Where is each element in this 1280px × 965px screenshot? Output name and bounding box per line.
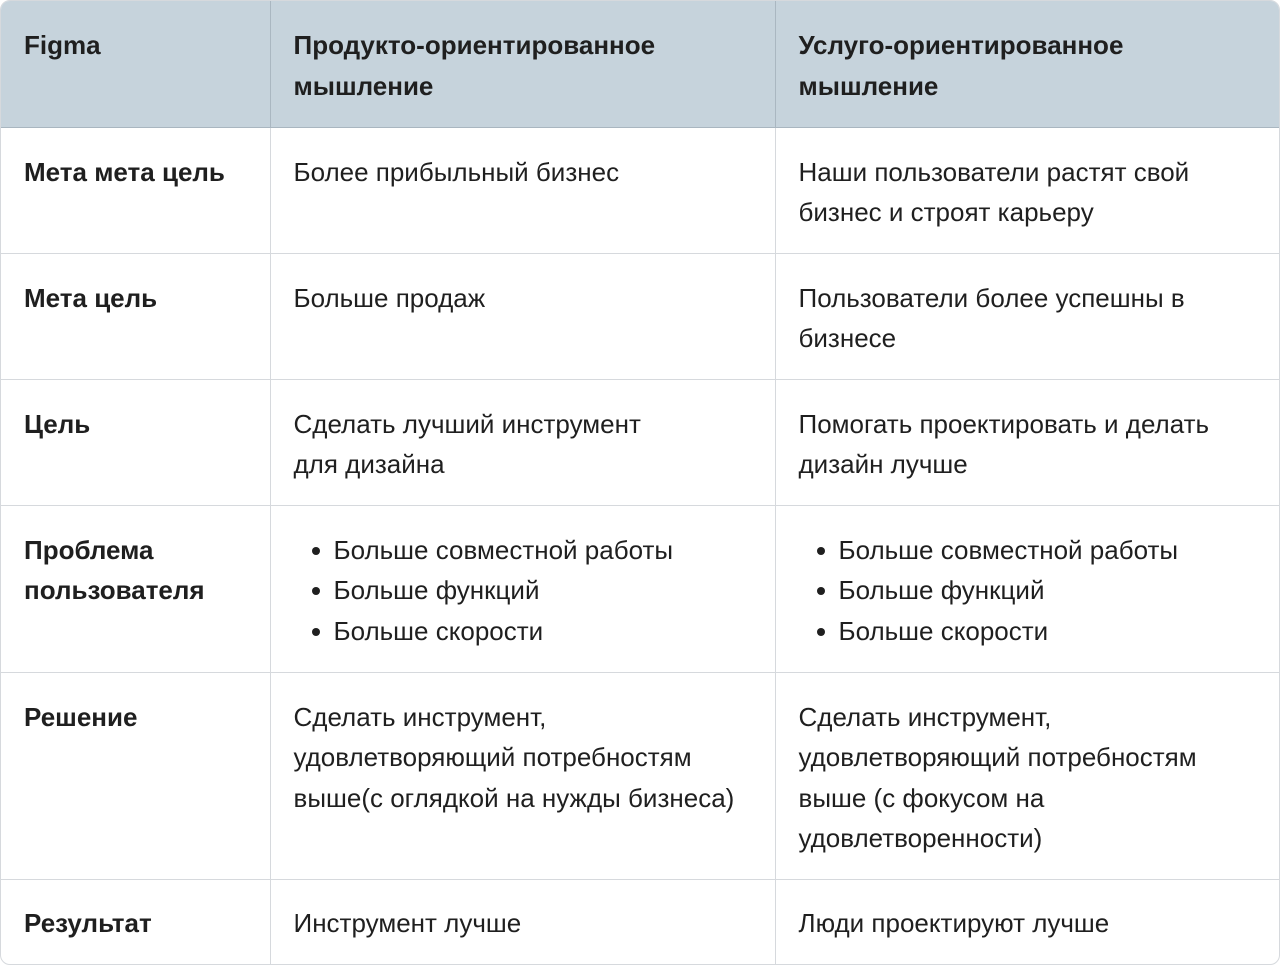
- header-figma: Figma: [1, 1, 270, 127]
- cell-service: Люди проектируют лучше: [798, 907, 1110, 938]
- cell-product: [270, 505, 775, 672]
- cell-product: Сделать лучший инструмент для дизайна: [270, 379, 775, 505]
- list-item: Больше функций: [817, 570, 1260, 611]
- table-row: [1, 672, 1280, 879]
- bullet-list: [294, 530, 753, 652]
- row-label-solution: Решение: [1, 672, 270, 879]
- cell-service: Пользователи более успешны в бизнесе: [775, 253, 1280, 379]
- row-label-goal: Цель: [1, 379, 270, 505]
- table-row: [1, 879, 1280, 965]
- cell-service: Помогать проектировать и делать дизайн лучше: [775, 379, 1280, 505]
- row-label-result: Результат: [1, 879, 270, 965]
- header-product-thinking: Продукто-ориентированное мышление: [270, 1, 775, 127]
- bullet-list: [799, 530, 1260, 652]
- cell-product: Сделать инструмент, удовлетворяющий потребностям выше(с оглядкой на нужды бизнеса): [270, 672, 775, 879]
- cell-product: Больше продаж: [270, 253, 775, 379]
- list-item: Больше совместной работы: [312, 530, 753, 571]
- table-row: [1, 127, 1280, 253]
- row-label-meta-goal: Мета цель: [1, 253, 270, 379]
- list-item: Больше скорости: [312, 611, 753, 652]
- cell-service: Сделать инструмент, удовлетворяющий потребностям выше (с фокусом на удовлетворенности): [775, 672, 1280, 879]
- table-header-row: [1, 1, 1280, 127]
- comparison-table: [1, 1, 1280, 965]
- cell-product: Инструмент лучше: [270, 879, 775, 965]
- cell-service: [775, 505, 1280, 672]
- list-item: Больше скорости: [817, 611, 1260, 652]
- cell-product: Более прибыльный бизнес: [270, 127, 775, 253]
- list-item: Больше совместной работы: [817, 530, 1260, 571]
- row-label-meta-meta-goal: Мета мета цель: [1, 127, 270, 253]
- table-row: [1, 505, 1280, 672]
- list-item: Больше функций: [312, 570, 753, 611]
- row-label-user-problem: Проблема пользователя: [1, 505, 270, 672]
- header-service-thinking: Услуго-ориентированное мышление: [775, 1, 1280, 127]
- table-row: [1, 379, 1280, 505]
- cell-service: Наши пользователи растят свой бизнес и строят карьеру: [775, 127, 1280, 253]
- table-row: [1, 253, 1280, 379]
